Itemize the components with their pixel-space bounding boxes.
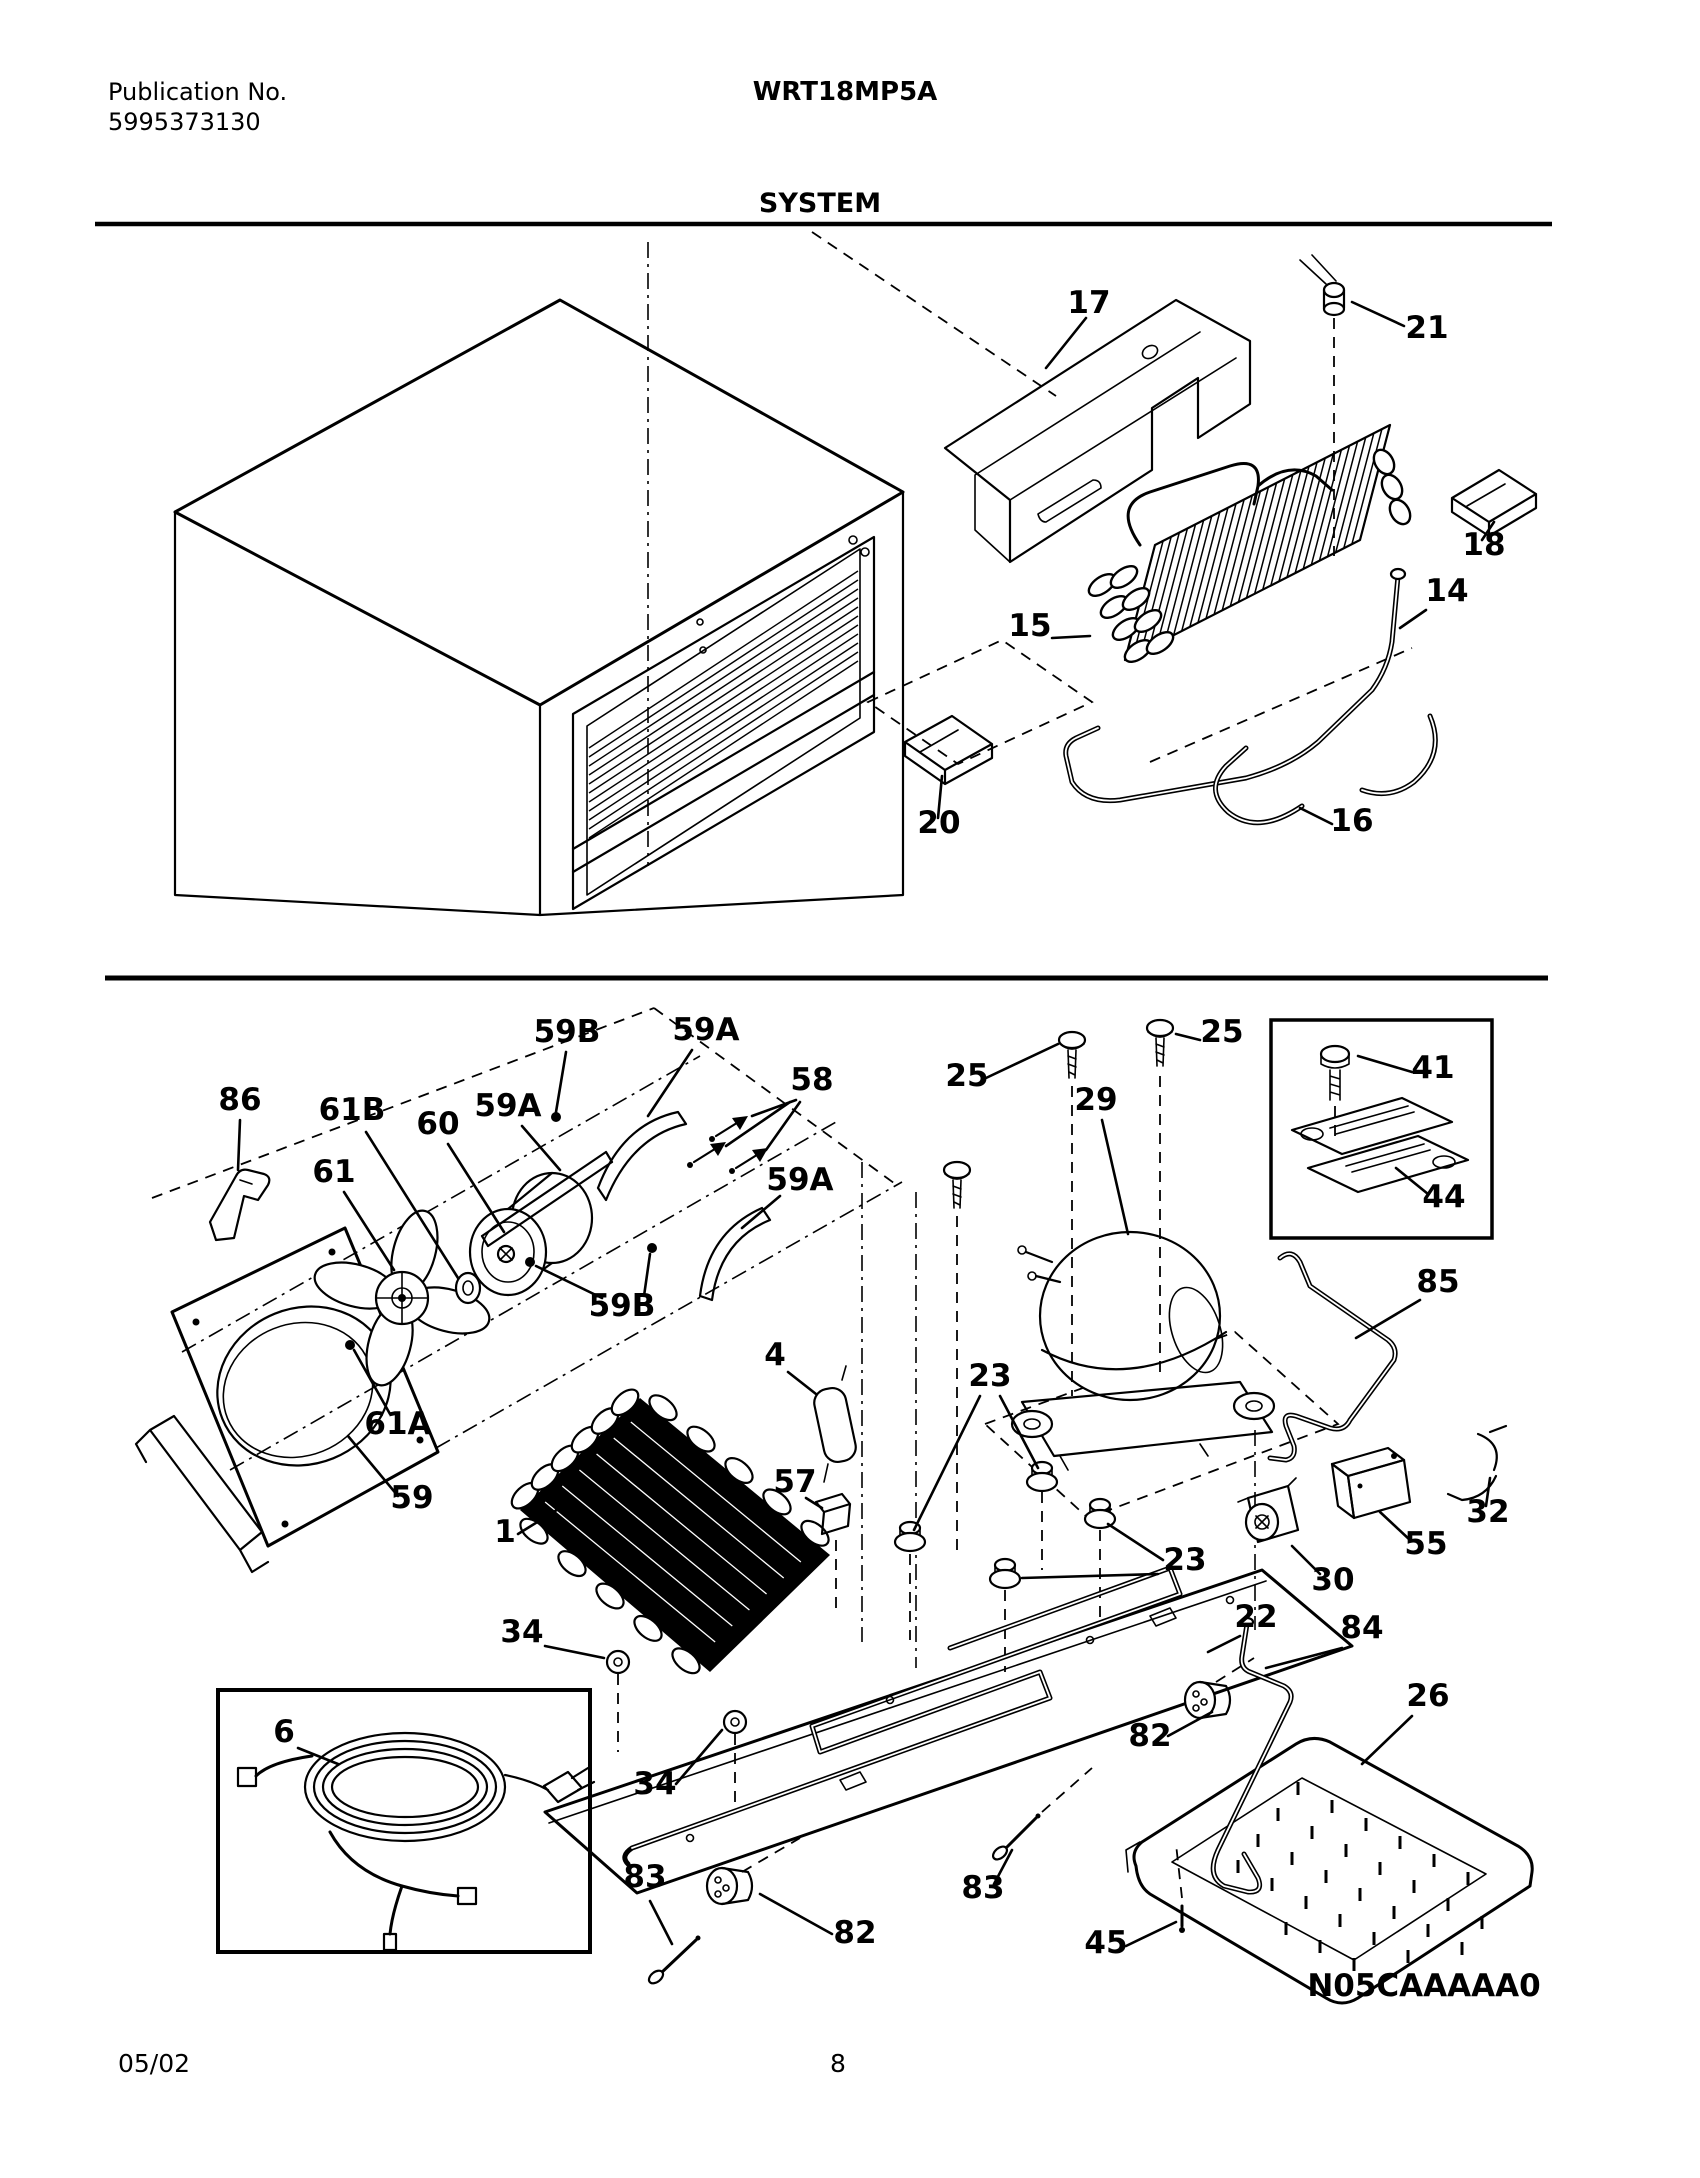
part-callout-16-6: 16: [1330, 803, 1374, 839]
relay-55: [1332, 1448, 1410, 1518]
part-callout-85-22: 85: [1416, 1264, 1460, 1300]
part-callout-34-38: 34: [633, 1766, 677, 1802]
drain-pan: [1126, 1738, 1532, 2003]
diagram-code: N05CAAAAA0: [1307, 1968, 1541, 2004]
part-callout-4-23: 4: [764, 1337, 786, 1373]
part-callout-22-34: 22: [1234, 1599, 1278, 1635]
part-callout-32-29: 32: [1466, 1494, 1510, 1530]
condenser-fan-motor: [470, 1173, 592, 1295]
part-callout-18-2: 18: [1462, 527, 1506, 563]
part-callout-59A-13: 59A: [474, 1088, 542, 1124]
assembly-dash-line: [812, 232, 1056, 396]
shroud-stud-61a: [345, 1340, 355, 1350]
part-callout-55-30: 55: [1404, 1526, 1448, 1562]
part-callout-58-9: 58: [790, 1062, 834, 1098]
refrigerator-cabinet: [175, 242, 903, 915]
publication-label: Publication No.: [108, 78, 288, 106]
part-callout-23-24: 23: [968, 1358, 1012, 1394]
part-callout-41-20: 41: [1411, 1050, 1455, 1086]
part-callout-20-5: 20: [917, 805, 961, 841]
part-callout-59-26: 59: [390, 1480, 434, 1516]
part-callout-61A-25: 61A: [364, 1406, 432, 1442]
part-callout-59B-7: 59B: [533, 1014, 601, 1050]
evaporator-cover: [945, 300, 1250, 562]
part-callout-84-35: 84: [1340, 1610, 1384, 1646]
part-callout-17-0: 17: [1067, 285, 1111, 321]
evaporator-inlet-tube: [1128, 464, 1332, 546]
thermostat-bulb: [1300, 255, 1344, 556]
part-callout-25-17: 25: [945, 1058, 989, 1094]
mounting-plate-44: [1292, 1098, 1468, 1192]
part-callout-61B-11: 61B: [318, 1092, 386, 1128]
page-header: [95, 77, 1552, 224]
part-callout-61-14: 61: [312, 1154, 356, 1190]
date-code: 05/02: [118, 2049, 191, 2078]
publication-number: 5995373130: [108, 108, 261, 136]
discharge-tube: [1270, 1254, 1395, 1460]
bracket-86: [210, 1170, 269, 1240]
part-callout-82-37: 82: [1128, 1718, 1172, 1754]
compressor-grommets: [895, 1462, 1115, 1672]
part-callout-83-40: 83: [623, 1859, 667, 1895]
part-callout-29-19: 29: [1074, 1082, 1118, 1118]
model-number: WRT18MP5A: [752, 77, 938, 107]
part-callout-86-10: 86: [218, 1082, 262, 1118]
part-callout-83-41: 83: [961, 1870, 1005, 1906]
evaporator-fin-pack: [1085, 425, 1414, 666]
part-callout-15-4: 15: [1008, 608, 1052, 644]
part-callout-23-32: 23: [1163, 1542, 1207, 1578]
part-callout-1-27: 1: [494, 1514, 516, 1550]
mounting-pad-20: [868, 640, 1092, 784]
part-callout-57-28: 57: [773, 1464, 817, 1500]
page-number: 8: [830, 2049, 846, 2078]
part-callout-34-33: 34: [500, 1614, 544, 1650]
wire-clip-32: [1448, 1426, 1506, 1500]
part-callout-21-1: 21: [1405, 310, 1449, 346]
part-callout-14-3: 14: [1425, 573, 1469, 609]
part-callout-82-42: 82: [833, 1915, 877, 1951]
part-callout-59B-16: 59B: [588, 1288, 656, 1324]
part-callout-25-18: 25: [1200, 1014, 1244, 1050]
section-title: SYSTEM: [758, 188, 882, 219]
part-callout-44-21: 44: [1422, 1179, 1466, 1215]
compressor: [1012, 1232, 1274, 1470]
page-footer: [118, 1968, 1541, 2078]
part-callout-59A-15: 59A: [766, 1162, 834, 1198]
relay-30: [1238, 1478, 1298, 1542]
condenser-coil: [507, 1385, 833, 1678]
part-callout-45-43: 45: [1084, 1925, 1128, 1961]
part-callout-6-39: 6: [273, 1714, 295, 1750]
part-callout-59A-8: 59A: [672, 1012, 740, 1048]
filter-drier: [812, 1366, 859, 1482]
part-callout-30-31: 30: [1311, 1562, 1355, 1598]
part-callout-60-12: 60: [416, 1106, 460, 1142]
part-callout-26-36: 26: [1406, 1678, 1450, 1714]
